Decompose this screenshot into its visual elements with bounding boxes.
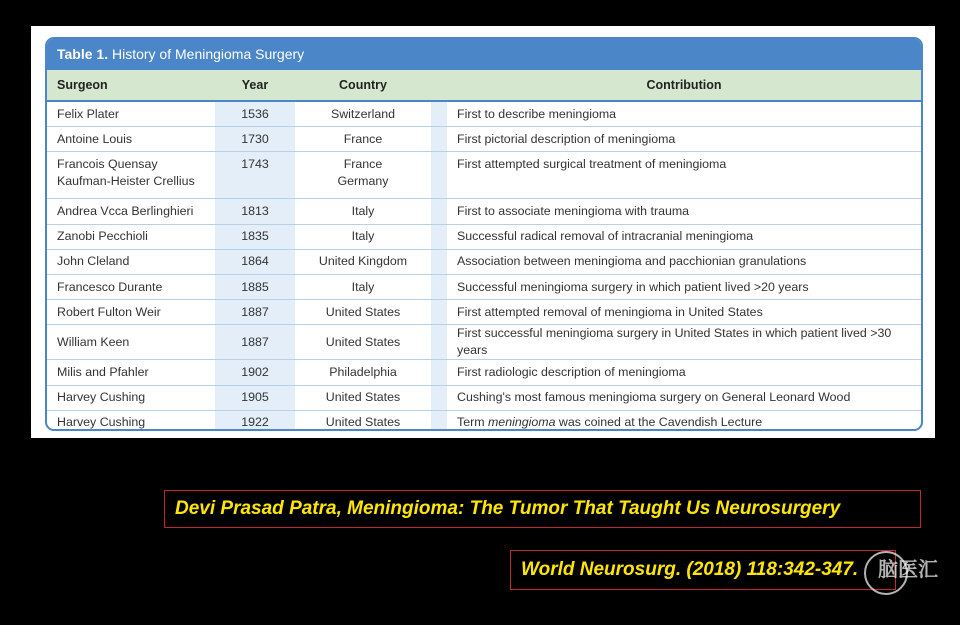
cell-year: 1536 [215,101,295,127]
table-row [47,410,921,431]
table-label: Table 1. [57,46,109,62]
contribution-prefix: Term [457,415,488,430]
cell-year: 1835 [215,224,295,249]
cell-spacer [431,249,447,274]
cell-spacer [431,410,447,431]
cell-contribution: First attempted removal of meningioma in United States [447,300,921,325]
cell-surgeon: John Cleland [47,249,215,274]
contribution-term: meningioma [487,415,556,430]
citation-journal: World Neurosurg. (2018) 118:342-347. [510,550,896,590]
header-contribution: Contribution [447,70,921,101]
table-row [47,325,921,360]
table-row [47,127,921,152]
meningioma-history-table [45,37,923,431]
cell-country: Philadelphia [295,360,431,385]
cell-spacer [431,360,447,385]
header-spacer [431,70,447,101]
cell-country: Italy [295,199,431,224]
cell-surgeon-line2: Kaufman-Heister Crellius [57,174,195,189]
table-row [47,249,921,274]
cell-spacer [431,199,447,224]
cell-contribution: Association between meningioma and pacchionian granulations [447,249,921,274]
cell-country: United States [295,325,431,360]
cell-contribution: Successful meningioma surgery in which patient lived >20 years [447,274,921,299]
cell-country: Italy [295,224,431,249]
cell-country: United Kingdom [295,249,431,274]
cell-contribution: First to describe meningioma [447,101,921,127]
table-row [47,152,921,199]
cell-spacer [431,127,447,152]
table-title: History of Meningioma Surgery [111,46,305,62]
cell-surgeon: Harvey Cushing [47,385,215,410]
cell-surgeon: William Keen [47,325,215,360]
contribution-suffix: was coined at the Cavendish Lecture [555,415,763,430]
cell-surgeon: Zanobi Pecchioli [47,224,215,249]
cell-country: Italy [295,274,431,299]
table-panel [31,26,935,438]
cell-year: 1813 [215,199,295,224]
table-row [47,385,921,410]
table-caption [47,39,921,70]
cell-country: United States [295,385,431,410]
cell-year: 1922 [215,410,295,431]
cell-spacer [431,385,447,410]
cell-contribution: Cushing's most famous meningioma surgery on General Leonard Wood [447,385,921,410]
cell-year: 1864 [215,249,295,274]
cell-surgeon: Felix Plater [47,101,215,127]
cell-contribution: First attempted surgical treatment of meningioma [447,152,921,199]
table-row [47,224,921,249]
cell-surgeon: Harvey Cushing [57,415,146,430]
cell-country: Switzerland [295,101,431,127]
header-country: Country [295,70,431,101]
header-year: Year [215,70,295,101]
cell-surgeon: Andrea Vcca Berlinghieri [47,199,215,224]
cell-surgeon: Milis and Pfahler [47,360,215,385]
header-surgeon: Surgeon [47,70,215,101]
cell-contribution: First radiologic description of meningioma [447,360,921,385]
cell-country [295,152,431,199]
cell-year: 1902 [215,360,295,385]
cell-country: France [295,127,431,152]
citation-article: Devi Prasad Patra, Meningioma: The Tumor That Taught Us Neurosurgery [164,490,921,528]
cell-surgeon: Robert Fulton Weir [47,300,215,325]
cell-year: 1887 [215,300,295,325]
table-row [47,101,921,127]
watermark-logo [864,548,942,596]
cell-country-line2: Germany [337,174,389,189]
cell-contribution: First successful meningioma surgery in United States in which patient lived >30 years [447,325,921,360]
table-row [47,199,921,224]
cell-contribution: Successful radical removal of intracranial meningioma [447,224,921,249]
cell-contribution: First pictorial description of meningioma [447,127,921,152]
cell-spacer [431,224,447,249]
cell-country: United States [295,410,431,431]
table-row [47,360,921,385]
cell-country-line1: France [343,157,383,172]
cell-country: United States [295,300,431,325]
cell-surgeon [47,152,215,199]
cell-contribution [447,410,921,431]
cell-spacer [431,325,447,360]
cell-spacer [431,300,447,325]
data-table [47,70,921,431]
watermark-text: 脑医汇 [878,559,938,581]
cell-year: 1885 [215,274,295,299]
cell-contribution: First to associate meningioma with trauma [447,199,921,224]
cell-year: 1905 [215,385,295,410]
header-row [47,70,921,101]
table-row [47,300,921,325]
cell-year: 1730 [215,127,295,152]
cell-year: 1887 [215,325,295,360]
cell-surgeon-line1: Francois Quensay [57,157,158,172]
cell-year: 1743 [215,152,295,199]
cell-spacer [431,274,447,299]
cell-surgeon: Francesco Durante [47,274,215,299]
table-row [47,274,921,299]
cell-spacer [431,152,447,199]
cell-spacer [431,101,447,127]
cell-surgeon: Antoine Louis [47,127,215,152]
